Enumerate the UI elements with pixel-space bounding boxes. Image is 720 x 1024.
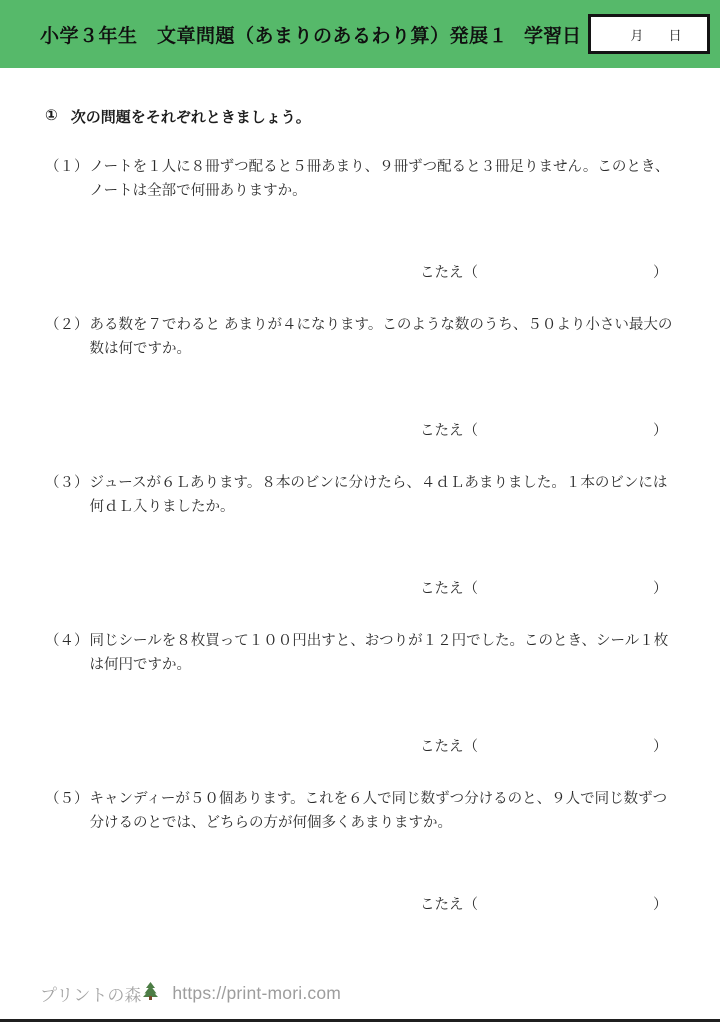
answer-line-3 <box>45 577 680 601</box>
problem-2 <box>45 313 680 443</box>
answer-label: こたえ（ <box>420 265 478 281</box>
instruction-heading <box>45 106 680 127</box>
instruction-text: 次の問題をそれぞれときましょう。 <box>70 109 311 126</box>
problem-number: （３） <box>45 475 89 491</box>
problem-3 <box>45 471 680 601</box>
problem-number: （５） <box>45 791 89 807</box>
month-label: 月 <box>630 27 644 43</box>
study-date-label: 学習日 <box>523 25 581 47</box>
answer-close-paren: ） <box>653 423 668 439</box>
problem-number: （２） <box>45 317 89 333</box>
answer-label: こたえ（ <box>420 423 478 439</box>
footer <box>40 981 341 1006</box>
answer-label: こたえ（ <box>420 897 478 913</box>
problem-1-text <box>45 155 680 203</box>
answer-close-paren: ） <box>653 581 668 597</box>
problem-body: キャンディーが５０個あります。これを６人で同じ数ずつ分けるのと、９人で同じ数ずつ分けるのとでは、どちらの方が何個多くあまりますか。 <box>89 791 668 831</box>
answer-label: こたえ（ <box>420 581 478 597</box>
problem-4 <box>45 629 680 759</box>
problem-body: 同じシールを８枚買って１００円出すと、おつりが１２円でした。このとき、シール１枚は何円ですか。 <box>89 633 669 673</box>
answer-label: こたえ（ <box>420 739 478 755</box>
answer-line-5 <box>45 893 680 917</box>
day-label: 日 <box>668 27 682 43</box>
problem-body: ある数を７でわると あまりが４になります。このような数のうち、５０より小さい最大の数は何ですか。 <box>89 317 673 357</box>
problem-5-text <box>45 787 680 835</box>
problem-4-text <box>45 629 680 677</box>
problem-number: （４） <box>45 633 89 649</box>
site-name: プリントの森 <box>40 986 142 1005</box>
tree-icon <box>143 982 158 1005</box>
answer-line-4 <box>45 735 680 759</box>
instruction-number: ① <box>45 107 58 124</box>
problem-body: ジュースが６Ｌあります。８本のビンに分けたら、４ｄＬあまりました。１本のビンには何ｄＬ入りましたか。 <box>89 475 668 515</box>
header-bar <box>0 0 720 68</box>
answer-close-paren: ） <box>653 265 668 281</box>
study-date-box <box>588 14 710 54</box>
problem-3-text <box>45 471 680 519</box>
problem-2-text <box>45 313 680 361</box>
site-url: https://print-mori.com <box>172 983 342 1003</box>
problem-body: ノートを１人に８冊ずつ配ると５冊あまり、９冊ずつ配ると３冊足りません。このとき、ノートは全部で何冊ありますか。 <box>89 159 670 199</box>
answer-line-1 <box>45 261 680 285</box>
problem-number: （１） <box>45 159 89 175</box>
answer-close-paren: ） <box>653 739 668 755</box>
worksheet-body <box>0 106 720 917</box>
bottom-rule <box>0 1019 720 1022</box>
answer-line-2 <box>45 419 680 443</box>
problem-5 <box>45 787 680 917</box>
page-title: 小学３年生 文章問題（あまりのあるわり算）発展１ <box>40 25 509 47</box>
answer-close-paren: ） <box>653 897 668 913</box>
problem-1 <box>45 155 680 285</box>
